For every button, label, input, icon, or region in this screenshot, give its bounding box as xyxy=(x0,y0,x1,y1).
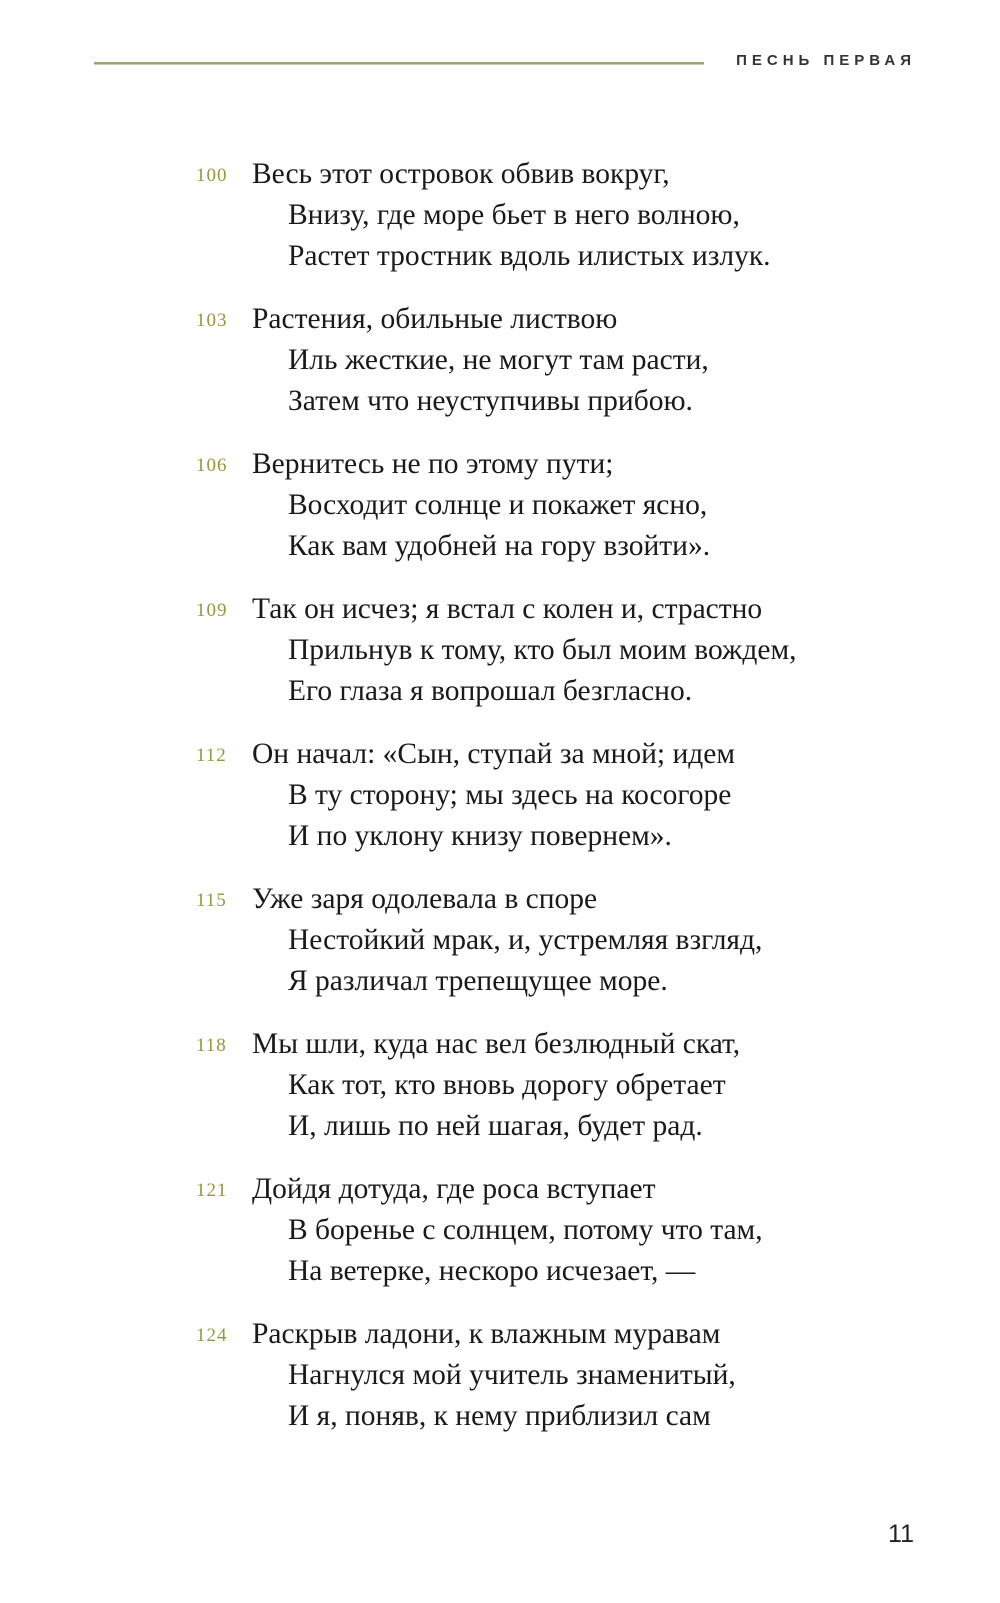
stanza xyxy=(0,1314,1000,1437)
verse-line: Его глаза я вопрошал безгласно. xyxy=(288,675,693,707)
verse-line: Затем что неуступчивы прибою. xyxy=(288,385,693,417)
poem-body xyxy=(0,154,1000,1459)
line-number: 103 xyxy=(196,310,228,331)
verse-line: И по уклону книзу повернем». xyxy=(288,820,672,852)
verse-line: Нестойкий мрак, и, устремляя взгляд, xyxy=(288,924,763,956)
verse-line: На ветерке, нескоро исчезает, — xyxy=(288,1255,696,1287)
line-number: 121 xyxy=(196,1180,228,1201)
verse-line: Он начал: «Сын, ступай за мной; идем xyxy=(252,738,736,770)
verse-line: Восходит солнце и покажет ясно, xyxy=(288,489,708,521)
stanza xyxy=(0,589,1000,712)
stanza xyxy=(0,154,1000,277)
line-number: 109 xyxy=(196,600,228,621)
verse-line: И, лишь по ней шагая, будет рад. xyxy=(288,1110,703,1142)
verse-line: Прильнув к тому, кто был моим вождем, xyxy=(288,634,797,666)
line-number: 100 xyxy=(196,165,228,186)
line-number: 112 xyxy=(196,745,227,766)
verse-line: Так он исчез; я встал с колен и, страстно xyxy=(252,593,763,625)
page-number: 11 xyxy=(888,1520,914,1548)
verse-line: Как вам удобней на гору взойти». xyxy=(288,530,711,562)
line-number: 118 xyxy=(196,1035,227,1056)
verse-line: Нагнулся мой учитель знаменитый, xyxy=(288,1359,736,1391)
running-header xyxy=(94,48,916,78)
stanza xyxy=(0,299,1000,422)
verse-line: Растения, обильные листвою xyxy=(252,303,618,335)
verse-line: Дойдя дотуда, где роса вступает xyxy=(252,1173,656,1205)
line-number: 124 xyxy=(196,1325,228,1346)
verse-line: Я различал трепещущее море. xyxy=(288,965,668,997)
stanza xyxy=(0,734,1000,857)
stanza xyxy=(0,1169,1000,1292)
verse-line: Внизу, где море бьет в него волною, xyxy=(288,199,740,231)
verse-line: Растет тростник вдоль илистых излук. xyxy=(288,240,771,272)
stanza xyxy=(0,444,1000,567)
running-title: ПЕСНЬ ПЕРВАЯ xyxy=(736,52,916,69)
stanza xyxy=(0,1024,1000,1147)
verse-line: Весь этот островок обвив вокруг, xyxy=(252,158,670,190)
verse-line: Уже заря одолевала в споре xyxy=(252,883,598,915)
line-number: 115 xyxy=(196,890,227,911)
verse-line: Как тот, кто вновь дорогу обретает xyxy=(288,1069,726,1101)
verse-line: В боренье с солнцем, потому что там, xyxy=(288,1214,763,1246)
stanza xyxy=(0,879,1000,1002)
verse-line: В ту сторону; мы здесь на косогоре xyxy=(288,779,732,811)
verse-line: И я, поняв, к нему приблизил сам xyxy=(288,1400,711,1432)
verse-line: Вернитесь не по этому пути; xyxy=(252,448,614,480)
header-rule xyxy=(94,62,704,65)
verse-line: Мы шли, куда нас вел безлюдный скат, xyxy=(252,1028,741,1060)
verse-line: Раскрыв ладони, к влажным муравам xyxy=(252,1318,721,1350)
verse-line: Иль жесткие, не могут там расти, xyxy=(288,344,709,376)
line-number: 106 xyxy=(196,455,228,476)
